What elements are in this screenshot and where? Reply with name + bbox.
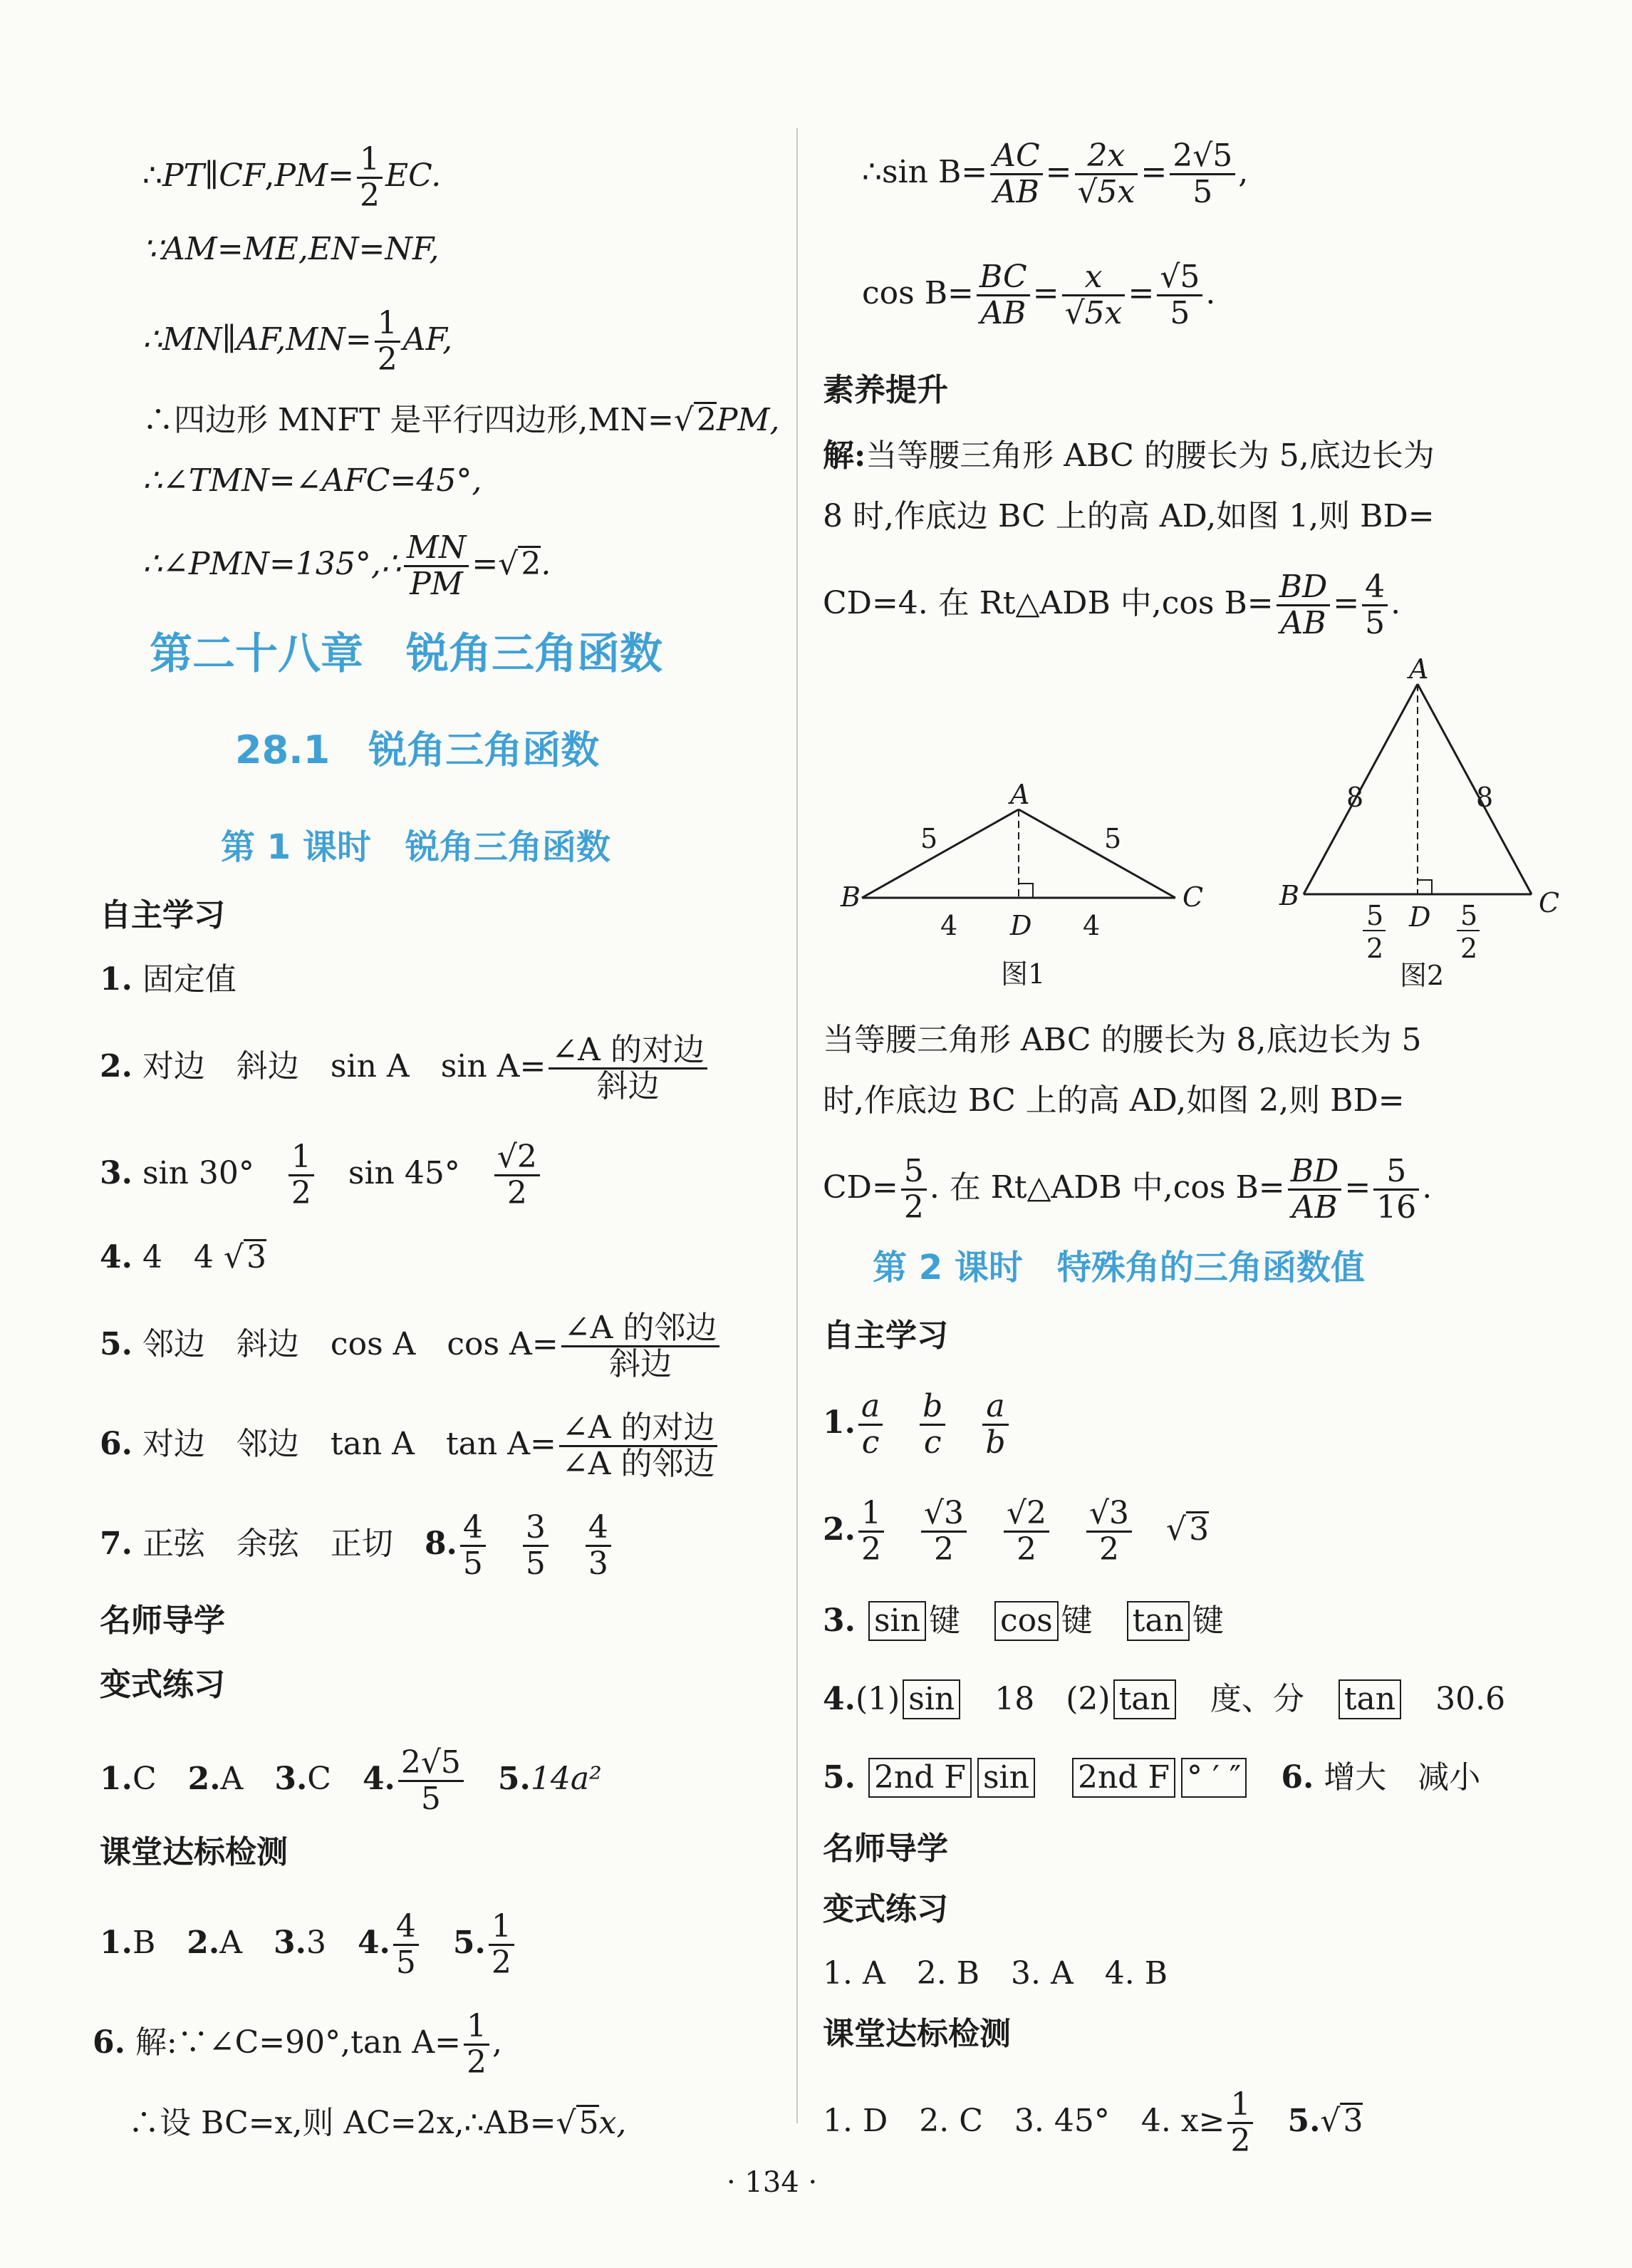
text: 键 bbox=[1061, 1602, 1093, 1639]
key-2ndf: 2nd F bbox=[868, 1758, 972, 1798]
fraction bbox=[858, 1389, 883, 1460]
text: . bbox=[1422, 1169, 1433, 1206]
s-answer-4 bbox=[823, 1678, 1505, 1721]
label-b: B bbox=[1279, 880, 1299, 911]
text: C bbox=[132, 1761, 157, 1797]
fraction bbox=[1157, 260, 1202, 331]
heading-bianshi-2: 变式练习 bbox=[823, 1891, 948, 1927]
numerator: 4 bbox=[393, 1910, 419, 1946]
text: 固定值 bbox=[142, 961, 237, 998]
text: . bbox=[431, 157, 442, 194]
sqrt bbox=[224, 1239, 244, 1275]
numerator: BD bbox=[1277, 570, 1331, 606]
numerator: AC bbox=[990, 139, 1042, 175]
text: = bbox=[1128, 275, 1155, 311]
line-mn-af bbox=[142, 306, 452, 377]
denominator: 5 bbox=[525, 1545, 546, 1582]
text: 3 bbox=[306, 1925, 326, 1961]
answer-5 bbox=[100, 1311, 722, 1382]
num: 4. bbox=[100, 1239, 132, 1275]
numerator: √5 bbox=[1157, 260, 1202, 296]
heading-mingshi: 名师导学 bbox=[100, 1602, 225, 1639]
label-c: C bbox=[1183, 881, 1204, 913]
numerator: ∠A 的邻边 bbox=[561, 1311, 720, 1347]
para-3 bbox=[823, 570, 1400, 641]
line-cos-b bbox=[862, 260, 1215, 331]
lesson-2-title: 第 2 课时 特殊角的三角函数值 bbox=[873, 1248, 1365, 1288]
key-tan: tan bbox=[1113, 1679, 1176, 1719]
numerator: 4 bbox=[460, 1511, 486, 1547]
denominator: 2 bbox=[903, 1189, 924, 1226]
numerator: 1 bbox=[375, 306, 400, 343]
denominator: 斜边 bbox=[609, 1346, 672, 1382]
heading-suyang: 素养提升 bbox=[823, 372, 948, 408]
answer-3 bbox=[100, 1140, 543, 1211]
fraction bbox=[921, 1496, 967, 1567]
denominator: AB bbox=[993, 174, 1039, 210]
label-a: A bbox=[1409, 653, 1429, 685]
ketang-answers bbox=[100, 1910, 517, 1980]
text: CD= bbox=[823, 1169, 898, 1206]
text: 键 bbox=[928, 1602, 960, 1639]
numerator: BD bbox=[1288, 1154, 1342, 1191]
numerator: 1 bbox=[489, 1910, 514, 1946]
numerator: 1 bbox=[289, 1140, 314, 1176]
fraction bbox=[494, 1140, 540, 1211]
num: 5. bbox=[1287, 2103, 1321, 2139]
num: 6. bbox=[93, 2024, 125, 2061]
denominator: 5 bbox=[420, 1781, 441, 1817]
text: 对边 邻边 tan A tan A= bbox=[142, 1426, 556, 1462]
heading-bianshi: 变式练习 bbox=[100, 1667, 225, 1703]
fraction bbox=[1062, 260, 1126, 331]
numerator: 4 bbox=[1362, 570, 1388, 606]
ketang-answers-2 bbox=[823, 2088, 1363, 2158]
fraction bbox=[523, 1511, 549, 1581]
numerator: 2x bbox=[1075, 139, 1138, 175]
page-number: · 134 · bbox=[727, 2166, 818, 2199]
text: = bbox=[1045, 154, 1072, 190]
line-am-me: ∵AM=ME,EN=NF, bbox=[142, 231, 440, 267]
numerator: √3 bbox=[1086, 1496, 1132, 1533]
denominator: 2 bbox=[506, 1175, 527, 1211]
numerator: BC bbox=[977, 260, 1030, 296]
text: . bbox=[1205, 275, 1216, 311]
fraction bbox=[1170, 139, 1235, 209]
right-angle-mark bbox=[1418, 880, 1432, 894]
fraction-half bbox=[375, 306, 400, 377]
fraction-tan bbox=[559, 1411, 718, 1481]
num: 4. bbox=[357, 1925, 390, 1961]
denominator: 2 bbox=[1230, 2123, 1251, 2159]
denominator: 2 bbox=[1099, 1531, 1120, 1568]
label-bd-num: 5 bbox=[1366, 900, 1384, 931]
numerator: 5 bbox=[901, 1154, 927, 1191]
label-dc-num: 5 bbox=[1460, 900, 1478, 931]
num: 1. bbox=[100, 1925, 132, 1961]
text: 解:∵∠C=90°,tan A= bbox=[135, 2024, 462, 2061]
numerator: √3 bbox=[921, 1496, 967, 1533]
num: 3. bbox=[823, 1602, 856, 1639]
text: 4 4 bbox=[142, 1239, 214, 1275]
num: 8. bbox=[424, 1526, 457, 1562]
line-angle-pmn bbox=[142, 531, 551, 601]
num: 6. bbox=[100, 1426, 132, 1462]
numerator: √2 bbox=[1004, 1496, 1049, 1533]
key-tan: tan bbox=[1127, 1601, 1190, 1641]
label-b: B bbox=[841, 881, 861, 913]
label-d: D bbox=[1010, 910, 1032, 941]
denominator: 2 bbox=[360, 177, 380, 214]
text: ∴设 BC=x,则 AC=2x,∴AB= bbox=[128, 2105, 556, 2141]
num: 6. bbox=[1281, 1759, 1314, 1796]
radicand: 5 bbox=[576, 2105, 599, 2140]
text: . bbox=[541, 546, 551, 582]
heading-zizhu: 自主学习 bbox=[100, 897, 225, 933]
side-ab bbox=[862, 809, 1019, 898]
s-answer-1 bbox=[823, 1389, 1012, 1460]
text: ∴MN∥AF,MN= bbox=[142, 321, 372, 358]
num: 2. bbox=[823, 1511, 856, 1548]
key-cos: cos bbox=[994, 1601, 1059, 1641]
fraction bbox=[289, 1140, 314, 1211]
heading-mingshi-2: 名师导学 bbox=[823, 1831, 948, 1867]
denominator: 5 bbox=[1170, 295, 1190, 331]
label-side-ac: 8 bbox=[1476, 782, 1494, 813]
denominator: √5x bbox=[1077, 174, 1135, 210]
num: 5. bbox=[497, 1761, 531, 1797]
text: 14a² bbox=[530, 1761, 602, 1797]
denominator: b bbox=[985, 1424, 1006, 1461]
text: , bbox=[1238, 154, 1249, 190]
side-ac bbox=[1019, 809, 1175, 898]
sqrt bbox=[1166, 1511, 1186, 1548]
figure-2 bbox=[1247, 648, 1617, 1005]
numerator: MN bbox=[404, 531, 469, 567]
denominator: 2 bbox=[377, 341, 397, 378]
denominator: 5 bbox=[1365, 605, 1386, 641]
solution-6-line2 bbox=[128, 2102, 626, 2145]
label-c: C bbox=[1539, 887, 1560, 918]
denominator: 5 bbox=[462, 1545, 483, 1582]
num: 5. bbox=[823, 1759, 856, 1796]
key-2ndf: 2nd F bbox=[1072, 1758, 1175, 1798]
num: 2. bbox=[187, 1925, 220, 1961]
num: 1. bbox=[823, 1404, 856, 1441]
fraction bbox=[1004, 1496, 1049, 1567]
numerator: 1 bbox=[357, 143, 383, 179]
num: 5. bbox=[452, 1925, 486, 1961]
line-pt-cf bbox=[142, 143, 441, 213]
label-side-ab: 5 bbox=[920, 823, 938, 854]
num: 7. bbox=[100, 1526, 132, 1562]
side-ac bbox=[1418, 684, 1532, 894]
numerator: 2√5 bbox=[398, 1746, 464, 1782]
denominator: PM bbox=[410, 566, 463, 602]
text: 增大 减小 bbox=[1324, 1759, 1481, 1796]
text: C bbox=[307, 1761, 331, 1797]
numerator: x bbox=[1062, 260, 1126, 296]
heading-ketang: 课堂达标检测 bbox=[100, 1834, 288, 1870]
para-2: 8 时,作底边 BC 上的高 AD,如图 1,则 BD= bbox=[823, 498, 1435, 534]
text: = bbox=[328, 157, 355, 194]
fraction bbox=[1362, 570, 1388, 641]
text: AF, bbox=[402, 321, 453, 358]
solution-6 bbox=[93, 2009, 502, 2080]
num: 2. bbox=[100, 1048, 132, 1084]
text: = bbox=[1344, 1169, 1371, 1206]
figure-1-caption: 图1 bbox=[1001, 958, 1046, 990]
num: 4. bbox=[362, 1761, 395, 1797]
text: 正弦 余弦 正切 bbox=[142, 1526, 393, 1562]
lesson-title: 第 1 课时 锐角三角函数 bbox=[221, 827, 610, 867]
text: ∴sin B= bbox=[862, 154, 988, 190]
text: , bbox=[264, 157, 275, 194]
denominator: c bbox=[861, 1424, 880, 1461]
label-bd-den: 2 bbox=[1366, 933, 1384, 964]
radicand: 2 bbox=[694, 402, 717, 437]
fraction bbox=[586, 1511, 611, 1581]
key-tan: tan bbox=[1339, 1679, 1401, 1719]
section-title: 28.1 锐角三角函数 bbox=[235, 727, 600, 772]
denominator: 2 bbox=[1016, 1531, 1036, 1568]
numerator: 2√5 bbox=[1170, 139, 1235, 175]
numerator: b bbox=[920, 1389, 945, 1426]
sqrt bbox=[556, 2105, 576, 2141]
sqrt bbox=[1320, 2103, 1340, 2139]
label-bd: 4 bbox=[940, 910, 958, 941]
chapter-title: 第二十八章 锐角三角函数 bbox=[150, 629, 662, 679]
fraction bbox=[990, 139, 1042, 209]
radicand: 3 bbox=[244, 1239, 266, 1274]
text: A bbox=[219, 1925, 242, 1961]
fraction bbox=[1086, 1496, 1132, 1567]
text: = bbox=[472, 546, 499, 582]
num: 3. bbox=[100, 1155, 132, 1191]
num: 2. bbox=[187, 1761, 221, 1797]
para-4: 当等腰三角形 ABC 的腰长为 8,底边长为 5 bbox=[823, 1022, 1422, 1058]
fraction bbox=[393, 1910, 419, 1980]
num: 3. bbox=[274, 1761, 308, 1797]
bianshi-answers bbox=[100, 1746, 602, 1816]
radicand: 2 bbox=[518, 546, 541, 581]
s-answer-3 bbox=[823, 1600, 1224, 1642]
text: PM, bbox=[716, 402, 780, 438]
numerator: 5 bbox=[1373, 1154, 1419, 1191]
label-side-ab: 8 bbox=[1346, 782, 1364, 813]
denominator: 2 bbox=[933, 1531, 954, 1568]
key-sin: sin bbox=[868, 1601, 926, 1641]
line-sin-b bbox=[862, 139, 1248, 209]
fraction-cos bbox=[561, 1311, 720, 1382]
text: 键 bbox=[1192, 1602, 1224, 1639]
text: CD=4. 在 Rt△ADB 中,cos B= bbox=[823, 585, 1274, 621]
fraction-half bbox=[357, 143, 383, 213]
denominator: AB bbox=[1291, 1189, 1338, 1226]
text: ∴四边形 MNFT 是平行四边形,MN= bbox=[142, 402, 674, 438]
numerator: a bbox=[982, 1389, 1008, 1426]
bianshi-answers-2: 1. A 2. B 3. A 4. B bbox=[823, 1955, 1168, 1992]
num: 5. bbox=[100, 1326, 132, 1362]
text: . bbox=[1391, 585, 1401, 621]
fraction bbox=[1277, 570, 1331, 641]
figure-1 bbox=[833, 777, 1232, 1005]
sqrt bbox=[674, 402, 694, 438]
denominator: 2 bbox=[291, 1175, 311, 1211]
text: 度、分 bbox=[1210, 1681, 1304, 1717]
line-parallelogram bbox=[142, 399, 780, 442]
line-angle-tmn: ∴∠TMN=∠AFC=45°, bbox=[142, 462, 482, 499]
fraction bbox=[901, 1154, 927, 1225]
numerator: 1 bbox=[858, 1496, 884, 1533]
num: 4. bbox=[823, 1681, 856, 1717]
numerator: ∠A 的对边 bbox=[549, 1033, 707, 1070]
denominator: AB bbox=[980, 295, 1027, 331]
s-answer-2 bbox=[823, 1496, 1209, 1567]
fraction bbox=[398, 1746, 464, 1816]
text: 18 (2) bbox=[994, 1681, 1111, 1717]
fraction bbox=[1075, 139, 1138, 209]
fraction bbox=[920, 1389, 945, 1460]
text: (1) bbox=[855, 1681, 900, 1717]
text: PM bbox=[274, 157, 328, 194]
denominator: 5 bbox=[1192, 174, 1213, 210]
key-dms: ° ′ ″ bbox=[1181, 1758, 1247, 1798]
denominator: 16 bbox=[1376, 1189, 1417, 1226]
text: ∴ bbox=[142, 157, 162, 194]
para-6 bbox=[823, 1154, 1432, 1225]
text: 对边 斜边 sin A sin A= bbox=[142, 1048, 546, 1084]
denominator: 斜边 bbox=[596, 1068, 660, 1104]
text: CF bbox=[219, 157, 265, 194]
text: PT bbox=[162, 157, 204, 194]
denominator: AB bbox=[1280, 605, 1326, 641]
fraction bbox=[1227, 2088, 1253, 2158]
text: 邻边 斜边 cos A cos A= bbox=[142, 1326, 558, 1362]
numerator: √2 bbox=[494, 1140, 540, 1176]
text: B bbox=[132, 1925, 156, 1961]
text: 解: bbox=[823, 437, 866, 474]
label-side-ac: 5 bbox=[1104, 823, 1122, 854]
denominator: 2 bbox=[467, 2044, 487, 2081]
fraction bbox=[1373, 1154, 1419, 1225]
num: 3. bbox=[274, 1925, 306, 1961]
num: 1. bbox=[100, 1761, 132, 1797]
label-dc-den: 2 bbox=[1460, 933, 1478, 964]
numerator: 3 bbox=[523, 1511, 549, 1547]
fraction bbox=[1288, 1154, 1342, 1225]
denominator: √5x bbox=[1064, 295, 1123, 331]
text: A bbox=[220, 1761, 244, 1797]
num: 1. bbox=[100, 961, 132, 998]
figure-2-caption: 图2 bbox=[1400, 960, 1445, 991]
text: . 在 Rt△ADB 中,cos B= bbox=[929, 1169, 1285, 1206]
para-1 bbox=[823, 435, 1435, 477]
text: = bbox=[1032, 275, 1059, 311]
numerator: 1 bbox=[1227, 2088, 1253, 2124]
text: sin 45° bbox=[348, 1155, 460, 1191]
text: = bbox=[1140, 154, 1168, 190]
text: = bbox=[1333, 585, 1360, 621]
fraction-mn-pm bbox=[404, 531, 469, 601]
text: 当等腰三角形 ABC 的腰长为 5,底边长为 bbox=[866, 437, 1435, 474]
text: cos B= bbox=[862, 275, 974, 311]
text: ∥ bbox=[204, 157, 219, 194]
s-answer-5-6 bbox=[823, 1756, 1480, 1799]
column-divider bbox=[796, 128, 798, 2123]
radicand: 3 bbox=[1186, 1511, 1209, 1546]
fraction bbox=[977, 260, 1030, 331]
numerator: 1 bbox=[464, 2009, 489, 2046]
text: EC bbox=[385, 157, 432, 194]
denominator: 3 bbox=[588, 1545, 608, 1582]
text: x, bbox=[598, 2105, 627, 2141]
answer-4 bbox=[100, 1236, 266, 1279]
text: ∴∠PMN=135°,∴ bbox=[142, 546, 401, 582]
right-angle-mark bbox=[1019, 884, 1033, 898]
answer-1 bbox=[100, 958, 237, 1001]
fraction bbox=[460, 1511, 486, 1581]
para-5: 时,作底边 BC 上的高 AD,如图 2,则 BD= bbox=[823, 1082, 1405, 1119]
label-d: D bbox=[1409, 901, 1431, 933]
denominator: 2 bbox=[491, 1945, 511, 1981]
text: 30.6 bbox=[1435, 1681, 1506, 1717]
sqrt bbox=[498, 546, 518, 582]
fraction bbox=[858, 1496, 884, 1567]
numerator: a bbox=[858, 1389, 883, 1426]
key-sin: sin bbox=[977, 1758, 1035, 1798]
label-dc: 4 bbox=[1083, 910, 1101, 941]
answer-7-8 bbox=[100, 1511, 614, 1581]
numerator: 4 bbox=[586, 1511, 611, 1547]
denominator: ∠A 的邻边 bbox=[561, 1446, 715, 1482]
key-sin: sin bbox=[903, 1679, 960, 1719]
heading-ketang-2: 课堂达标检测 bbox=[823, 2016, 1011, 2052]
numerator: ∠A 的对边 bbox=[559, 1411, 718, 1447]
radicand: 3 bbox=[1340, 2103, 1363, 2138]
denominator: c bbox=[923, 1424, 942, 1461]
text: sin 30° bbox=[142, 1155, 254, 1191]
denominator: 2 bbox=[861, 1531, 881, 1568]
answer-2 bbox=[100, 1033, 710, 1104]
label-a: A bbox=[1010, 779, 1030, 810]
heading-zizhu-2: 自主学习 bbox=[823, 1317, 948, 1354]
text: , bbox=[492, 2024, 503, 2061]
text: 1. D 2. C 3. 45° 4. x≥ bbox=[823, 2103, 1225, 2139]
denominator: 5 bbox=[395, 1945, 416, 1981]
fraction bbox=[464, 2009, 489, 2080]
fraction-sin bbox=[549, 1033, 707, 1104]
answer-6 bbox=[100, 1411, 720, 1481]
fraction bbox=[489, 1910, 514, 1980]
fraction bbox=[982, 1389, 1008, 1460]
